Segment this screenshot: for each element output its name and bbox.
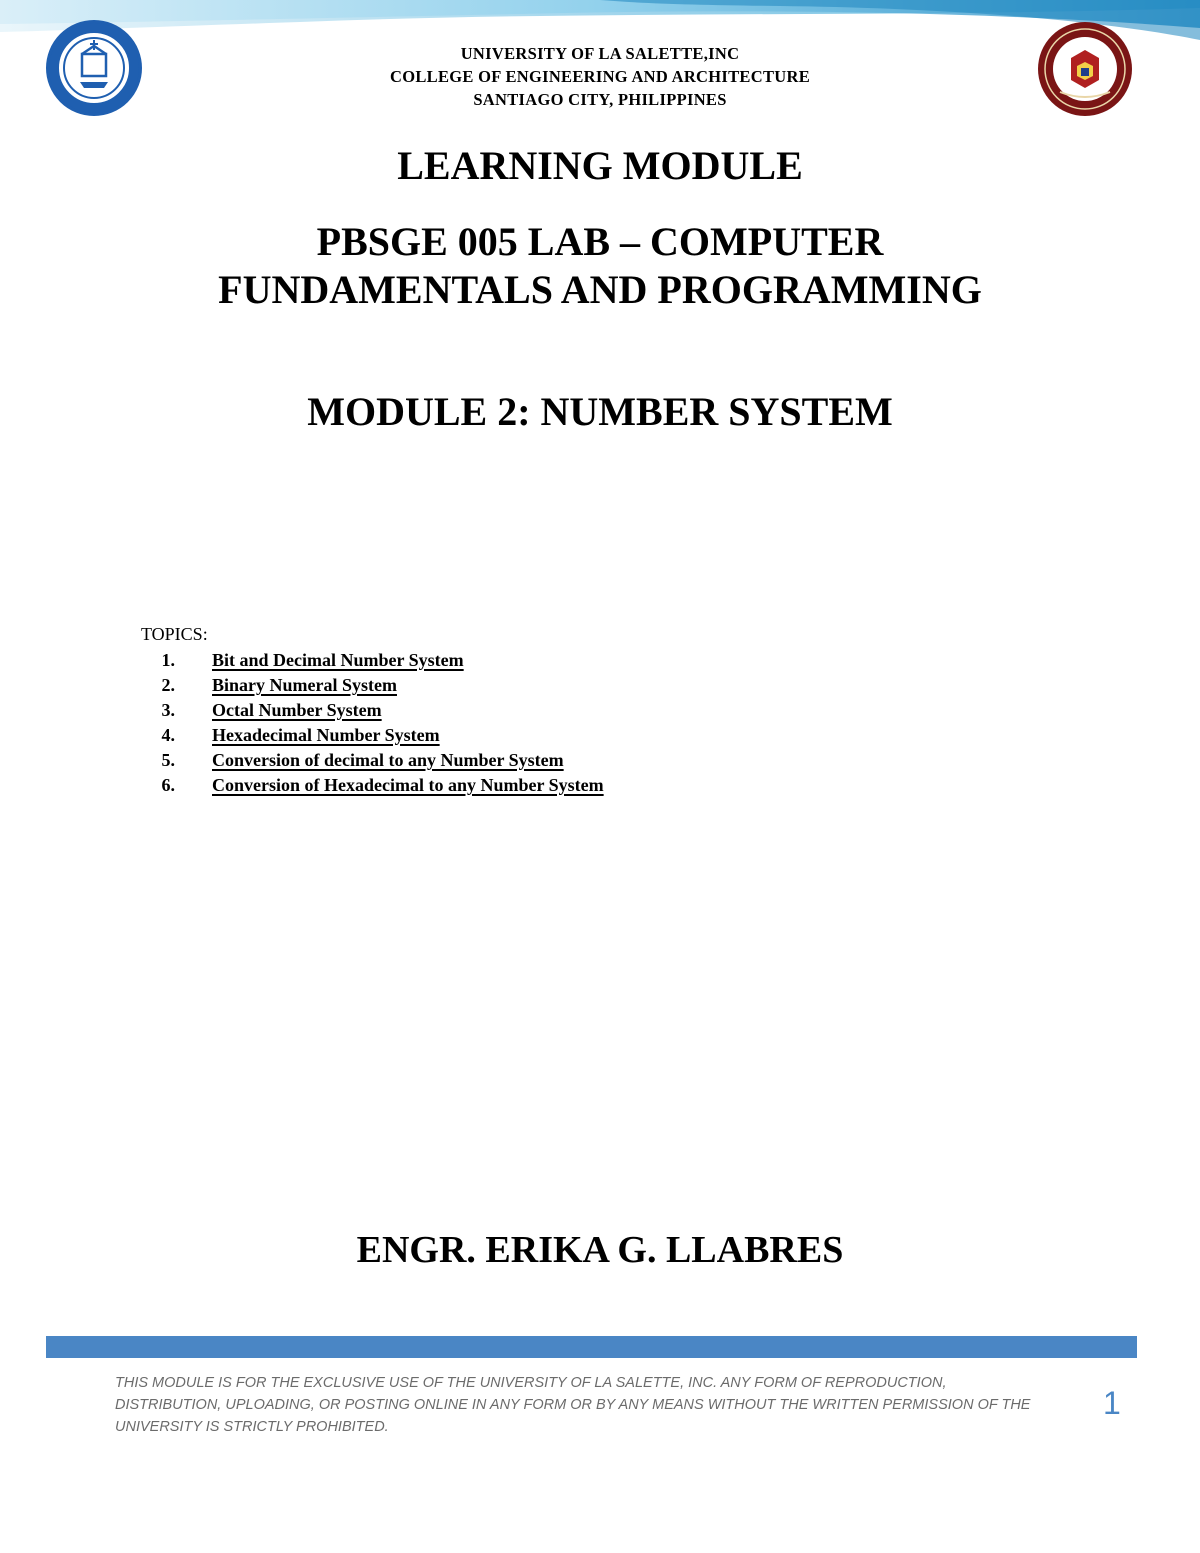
topic-number: 6. xyxy=(161,775,175,795)
module-heading: LEARNING MODULE xyxy=(397,143,803,188)
course-title xyxy=(0,218,1200,314)
topic-item xyxy=(141,748,604,773)
topic-link-octal[interactable]: Octal Number System xyxy=(212,700,382,720)
author-name: ENGR. ERIKA G. LLABRES xyxy=(356,1229,844,1271)
course-title-line1: PBSGE 005 LAB – COMPUTER xyxy=(316,219,884,264)
page-number: 1 xyxy=(1103,1385,1121,1421)
topic-number: 3. xyxy=(161,700,175,720)
topic-number: 1. xyxy=(161,650,175,670)
location: SANTIAGO CITY, PHILIPPINES xyxy=(473,90,727,109)
footer-bar xyxy=(46,1336,1137,1358)
topic-link-hex-conversion[interactable]: Conversion of Hexadecimal to any Number System xyxy=(212,775,604,795)
topics-section xyxy=(141,624,604,798)
topic-list xyxy=(141,648,604,798)
topic-link-decimal-conversion[interactable]: Conversion of decimal to any Number System xyxy=(212,750,564,770)
university-name: UNIVERSITY OF LA SALETTE,INC xyxy=(460,44,740,63)
module-title: MODULE 2: NUMBER SYSTEM xyxy=(307,389,893,434)
topic-number: 2. xyxy=(161,675,175,695)
topic-item xyxy=(141,648,604,673)
course-title-line2: FUNDAMENTALS AND PROGRAMMING xyxy=(218,267,982,312)
institution-header xyxy=(0,42,1200,111)
topics-label: TOPICS: xyxy=(141,624,208,644)
copyright-notice: THIS MODULE IS FOR THE EXCLUSIVE USE OF THE UNIVERSITY OF LA SALETTE, INC. ANY FORM OF REPRODUCTION, DISTRIBUTION, UPLOADING, OR POSTING ONLINE IN ANY FORM OR BY ANY MEANS WITHOUT THE WRITTEN PERMISSION OF THE UNIVERSITY IS STRICTLY PROHIBITED. xyxy=(115,1375,1031,1435)
topic-item xyxy=(141,773,604,798)
topic-item xyxy=(141,698,604,723)
topic-item xyxy=(141,723,604,748)
topic-item xyxy=(141,673,604,698)
college-name: COLLEGE OF ENGINEERING AND ARCHITECTURE xyxy=(390,67,810,86)
topic-link-binary[interactable]: Binary Numeral System xyxy=(212,675,397,695)
topic-link-hexadecimal[interactable]: Hexadecimal Number System xyxy=(212,725,440,745)
topic-number: 5. xyxy=(161,750,175,770)
topic-link-bit-decimal[interactable]: Bit and Decimal Number System xyxy=(212,650,464,670)
topic-number: 4. xyxy=(161,725,175,745)
